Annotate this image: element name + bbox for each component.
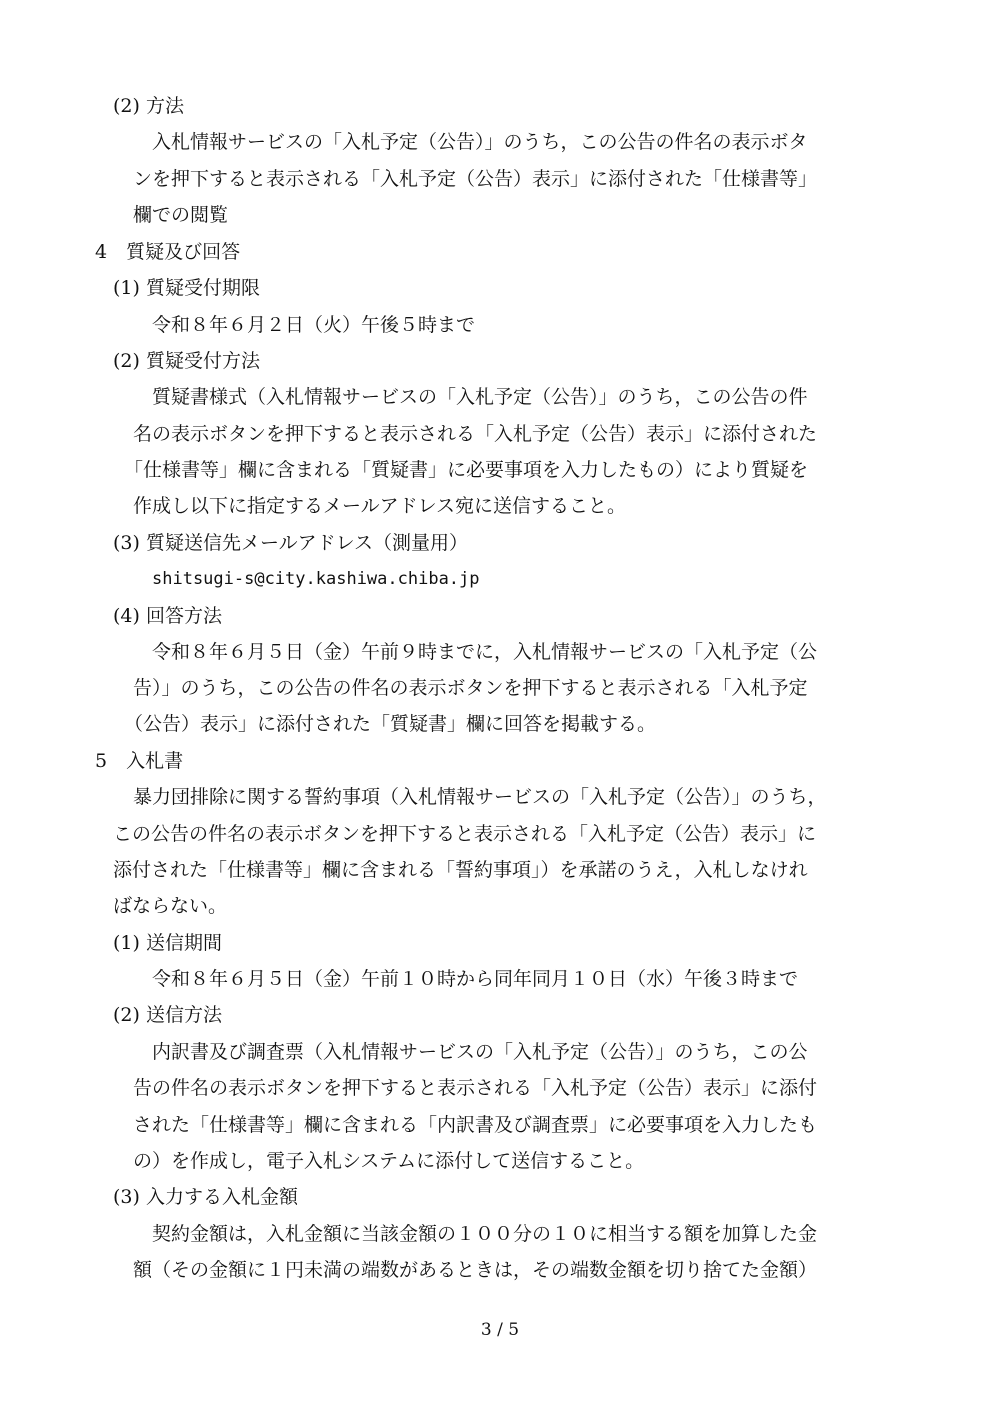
paragraph-line: 欄での閲覧 bbox=[133, 204, 229, 226]
paragraph-line: 額（その金額に１円未満の端数があるときは，その端数金額を切り捨てた金額） bbox=[133, 1259, 818, 1281]
paragraph-line: 暴力団排除に関する誓約事項（入札情報サービスの「入札予定（公告）」のうち， bbox=[133, 786, 827, 808]
paragraph-line: 質疑書様式（入札情報サービスの「入札予定（公告）」のうち，この公告の件 bbox=[152, 386, 808, 408]
paragraph-line: この公告の件名の表示ボタンを押下すると表示される「入札予定（公告）表示」に bbox=[113, 823, 817, 845]
paragraph-line: 告の件名の表示ボタンを押下すると表示される「入札予定（公告）表示」に添付 bbox=[133, 1077, 818, 1099]
section-heading: 4 質疑及び回答 bbox=[95, 241, 241, 263]
section-heading: 5 入札書 bbox=[95, 750, 184, 772]
paragraph-line: 作成し以下に指定するメールアドレス宛に送信すること。 bbox=[133, 495, 627, 517]
paragraph-line: された「仕様書等」欄に含まれる「内訳書及び調査票」に必要事項を入力したも bbox=[133, 1114, 818, 1136]
subsection-heading: (2) 送信方法 bbox=[113, 1004, 222, 1026]
subsection-heading: (4) 回答方法 bbox=[113, 605, 222, 627]
paragraph-line: ばならない。 bbox=[113, 895, 228, 917]
subsection-heading: (3) 入力する入札金額 bbox=[113, 1186, 298, 1208]
paragraph-line: 契約金額は，入札金額に当該金額の１００分の１０に相当する額を加算した金 bbox=[152, 1223, 818, 1245]
paragraph-line: 令和８年６月５日（金）午前９時までに，入札情報サービスの「入札予定（公 bbox=[152, 641, 818, 663]
subsection-heading: (2) 方法 bbox=[113, 95, 184, 117]
subsection-heading: (2) 質疑受付方法 bbox=[113, 350, 260, 372]
paragraph-line: 内訳書及び調査票（入札情報サービスの「入札予定（公告）」のうち，この公 bbox=[152, 1041, 808, 1063]
paragraph-line: 添付された「仕様書等」欄に含まれる「誓約事項」）を承諾のうえ，入札しなけれ bbox=[113, 859, 808, 881]
paragraph-line: 「仕様書等」欄に含まれる「質疑書」に必要事項を入力したもの）により質疑を bbox=[124, 459, 809, 481]
paragraph-line: 名の表示ボタンを押下すると表示される「入札予定（公告）表示」に添付された bbox=[133, 423, 818, 445]
paragraph-line: （公告）表示」に添付された「質疑書」欄に回答を掲載する。 bbox=[124, 713, 657, 735]
paragraph-line: の）を作成し，電子入札システムに添付して送信すること。 bbox=[133, 1150, 645, 1172]
subsection-heading: (1) 送信期間 bbox=[113, 932, 222, 954]
paragraph-line: ンを押下すると表示される「入札予定（公告）表示」に添付された「仕様書等」 bbox=[133, 168, 818, 190]
paragraph-line: 告）」のうち，この公告の件名の表示ボタンを押下すると表示される「入札予定 bbox=[133, 677, 808, 699]
email-address: shitsugi-s@city.kashiwa.chiba.jp bbox=[152, 569, 480, 589]
paragraph-line: 令和８年６月２日（火）午後５時まで bbox=[152, 314, 476, 336]
page-number: 3 / 5 bbox=[480, 1320, 520, 1340]
subsection-heading: (1) 質疑受付期限 bbox=[113, 277, 260, 299]
paragraph-line: 入札情報サービスの「入札予定（公告）」のうち，この公告の件名の表示ボタ bbox=[152, 131, 808, 153]
paragraph-line: 令和８年６月５日（金）午前１０時から同年同月１０日（水）午後３時まで bbox=[152, 968, 799, 990]
subsection-heading: (3) 質疑送信先メールアドレス（測量用） bbox=[113, 532, 469, 554]
